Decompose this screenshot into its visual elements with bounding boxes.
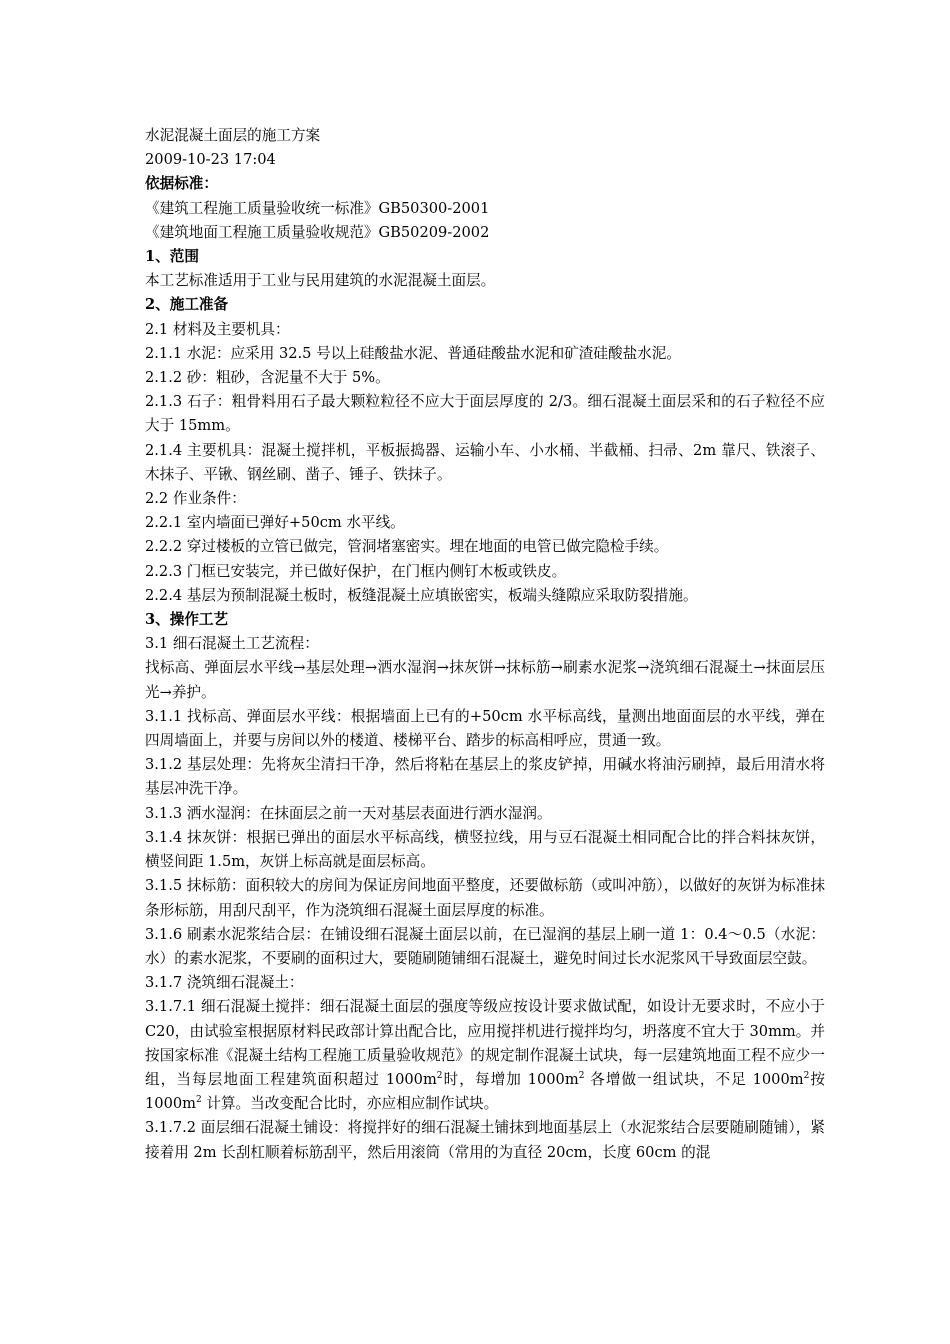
document-body [145, 124, 825, 1165]
doc-date: 2009-10-23 17:04 [145, 151, 276, 169]
paragraph: 2.2 作业条件： [145, 490, 246, 508]
paragraph: 2.1.3 石子：粗骨料用石子最大颗粒粒径不应大于面层厚度的 2/3。细石混凝土面层采和的石子粒径不应大于 15mm。 [145, 393, 825, 435]
standards-heading: 依据标准： [145, 175, 218, 193]
superscript: 2 [578, 1071, 585, 1082]
paragraph: 3.1.1 找标高、弹面层水平线：根据墙面上已有的+50cm 水平标高线，量测出地面面层的水平线，弹在四周墙面上，并要与房间以外的楼道、楼梯平台、踏步的标高相呼应，贯通一致。 [145, 707, 825, 750]
paragraph: 2.1.4 主要机具：混凝土搅拌机，平板振捣器、运输小车、小水桶、半截桶、扫帚、2m 靠尺、铁滚子、木抹子、平锹、钢丝刷、凿子、锤子、铁抹子。 [145, 441, 825, 483]
section-heading-scope: 1、范围 [145, 248, 199, 266]
paragraph: 2.2.4 基层为预制混凝土板时，板缝混凝土应填嵌密实，板端头缝隙应采取防裂措施。 [145, 586, 698, 604]
section-heading-preparation: 2、施工准备 [145, 296, 229, 314]
section-heading-process: 3、操作工艺 [145, 611, 229, 629]
paragraph: 2.1.1 水泥：应采用 32.5 号以上硅酸盐水泥、普通硅酸盐水泥和矿渣硅酸盐水泥。 [145, 344, 681, 362]
superscript: 2 [436, 1071, 443, 1082]
paragraph: 3.1.6 刷素水泥浆结合层：在铺设细石混凝土面层以前，在已湿润的基层上刷一道 1：0.4～0.5（水泥：水）的素水泥浆，不要刷的面积过大，要随刷随铺细石混凝土，避免时间过长水泥浆风干导致面层空鼓。 [145, 925, 825, 967]
paragraph: 本工艺标准适用于工业与民用建筑的水泥混凝土面层。 [145, 272, 496, 290]
paragraph: 3.1 细石混凝土工艺流程： [145, 635, 319, 653]
paragraph: 2.2.3 门框已安装完，并已做好保护，在门框内侧钉木板或铁皮。 [145, 562, 567, 580]
paragraph: 3.1.7.2 面层细石混凝土铺设：将搅拌好的细石混凝土铺抹到地面基层上（水泥浆结合层要随刷随铺），紧接着用 2m 长刮杠顺着标筋刮平，然后用滚筒（常用的为直径 20cm，长度 60cm 的混 [145, 1119, 825, 1161]
paragraph: 2.1.2 砂：粗砂，含泥量不大于 5%。 [145, 369, 390, 387]
paragraph: 3.1.5 抹标筋：面积较大的房间为保证房间地面平整度，还要做标筋（或叫冲筋），以做好的灰饼为标准抹条形标筋，用刮尺刮平，作为浇筑细石混凝土面层厚度的标准。 [145, 877, 825, 919]
paragraph: 2.1 材料及主要机具： [145, 320, 290, 338]
superscript: 2 [803, 1071, 810, 1082]
standard-item: 《建筑工程施工质量验收统一标准》GB50300-2001 [145, 199, 490, 217]
standard-item: 《建筑地面工程施工质量验收规范》GB50209-2002 [145, 223, 490, 241]
doc-title: 水泥混凝土面层的施工方案 [145, 127, 321, 144]
paragraph-concrete-mixing: 3.1.7.1 细石混凝土搅拌：细石混凝土面层的强度等级应按设计要求做试配，如设计无要求时，不应小于 C20，由试验室根据原材料民政部计算出配合比，应用搅拌机进行搅拌均匀，坍落度不宜大于 30mm。并按国家标准《混凝土结构工程施工质量验收规范》的规定制作混凝土试块，每一层建筑地面工程不应少一组，当每层地面工程建筑面积超过 $1000m^2$时，每增加 $1000m^2$ 各增做一组试块，不足 $1000m^2$按 $1000m^2$ 计算。当改变配合比时，亦应相应制作试块。 [145, 998, 825, 1113]
paragraph: 2.2.1 室内墙面已弹好+50cm 水平线。 [145, 514, 405, 532]
paragraph: 3.1.4 抹灰饼：根据已弹出的面层水平标高线，横竖拉线，用与豆石混凝土相同配合比的拌合料抹灰饼，横竖间距 1.5m，灰饼上标高就是面层标高。 [145, 828, 825, 871]
paragraph: 3.1.7 浇筑细石混凝土： [145, 974, 304, 992]
paragraph: 3.1.2 基层处理：先将灰尘清扫干净，然后将粘在基层上的浆皮铲掉，用碱水将油污刷掉，最后用清水将基层冲洗干净。 [145, 756, 825, 798]
superscript: 2 [195, 1095, 202, 1106]
paragraph: 3.1.3 洒水湿润：在抹面层之前一天对基层表面进行洒水湿润。 [145, 804, 552, 822]
process-flow: 找标高、弹面层水平线→基层处理→洒水湿润→抹灰饼→抹标筋→刷素水泥浆→浇筑细石混凝土→抹面层压光→养护。 [145, 659, 825, 701]
paragraph: 2.2.2 穿过楼板的立管已做完，管洞堵塞密实。埋在地面的电管已做完隐检手续。 [145, 538, 669, 556]
